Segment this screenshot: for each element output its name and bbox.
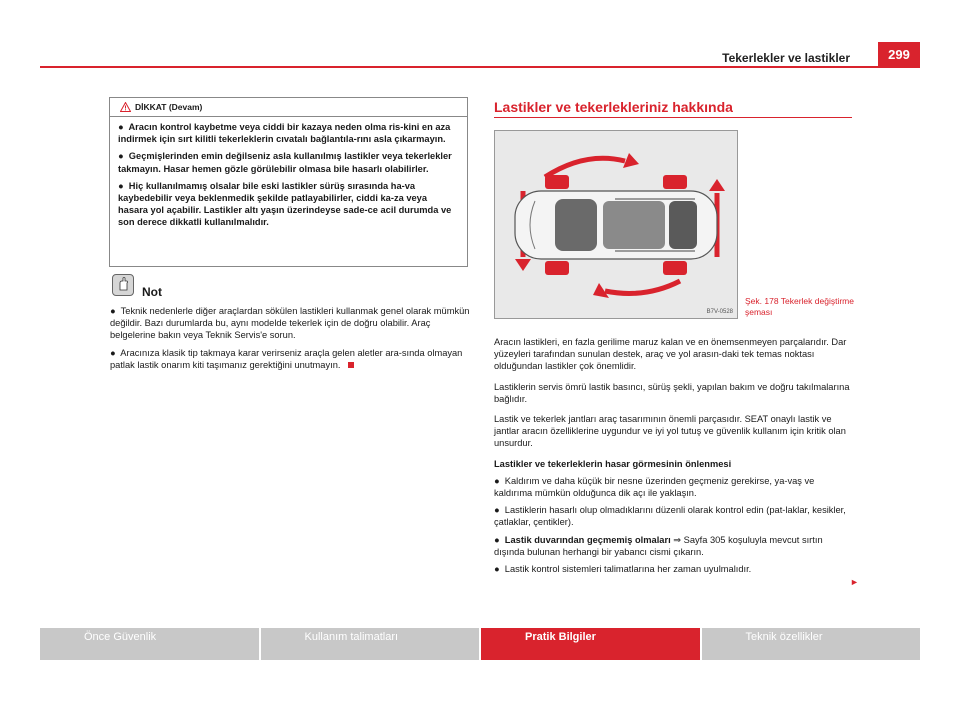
- tab-technical-specs[interactable]: Teknik özellikler: [702, 628, 921, 660]
- tab-operating-instructions[interactable]: Kullanım talimatları: [261, 628, 480, 660]
- end-of-section-marker: [348, 362, 354, 368]
- warning-bullet: ● Aracın kontrol kaybetme veya ciddi bir kazaya neden olma ris-kini en aza indirmek için sırt kilitli tekerleklerin cıvatalı bağlantıla-rını asla çıkarmayın.: [118, 122, 451, 145]
- section-rule: [494, 117, 852, 118]
- warning-title: DİKKAT (Devam): [135, 102, 203, 112]
- warning-triangle-icon: [120, 102, 131, 112]
- warning-bullet: ● Geçmişlerinden emin değilseniz asla kullanılmış lastikler veya tekerlekler takmayın. Hasar hemen gözle görülebilir olmasa bile hasarlı olabilirler.: [118, 151, 452, 174]
- section-bullet: ● Lastik kontrol sistemleri talimatlarına her zaman uyulmalıdır.: [494, 564, 752, 575]
- subheading: Lastikler ve tekerleklerin hasar görmesinin önlenmesi: [494, 458, 732, 469]
- section-body: [494, 336, 854, 580]
- note-bullet: ● Aracınıza klasik tip takmaya karar verirseniz araçla gelen aletler ara-sında olmayan patlak lastik onarım kiti taşımanız gerektiğini unutmayın.: [110, 347, 463, 370]
- note-icon: [112, 274, 134, 296]
- note-body: [110, 305, 470, 376]
- footer-nav: [40, 628, 920, 660]
- paragraph: Lastik ve tekerlek jantları araç tasarımının önemli parçasıdır. SEAT onaylı lastik ve jantlar aracın özelliklerine uygundur ve iyi yol tutuş ve güvenlik kullanım için kritik olan unsurdur.: [494, 414, 846, 449]
- note-label: Not: [142, 285, 162, 299]
- tab-safety[interactable]: Önce Güvenlik: [40, 628, 259, 660]
- figure-code: B7V-0528: [706, 309, 733, 315]
- section-bullet: ● Lastiklerin hasarlı olup olmadıklarını düzenli olarak kontrol edin (pat-laklar, kesikler, çatlaklar, çentikler).: [494, 505, 846, 528]
- note-bullet: ● Teknik nedenlerle diğer araçlardan sökülen lastikleri kullanmak genel olarak mümkün değildir. Bazı durumlarda bu, aynı modelde tekerlek için de doğru olabilir. Araç belgelerine bakın veya Teknik Servis'e sorun.: [110, 306, 470, 341]
- warning-box: [109, 97, 468, 267]
- section-title: Lastikler ve tekerlekleriniz hakkında: [494, 99, 733, 115]
- tab-practical-info[interactable]: Pratik Bilgiler: [481, 628, 700, 660]
- page-number: 299: [878, 42, 920, 68]
- paragraph: Aracın lastikleri, en fazla gerilime maruz kalan ve en önemsenmeyen parçalarıdır. Dar yüzeyleri tarafından sunulan destek, araç ve yol arasın-daki tek temas noktası olduğundan lastikler çok önemlidir.: [494, 337, 847, 372]
- warning-header: [110, 98, 467, 117]
- tire-rotation-figure: [494, 130, 738, 319]
- paragraph: Lastiklerin servis ömrü lastik basıncı, sürüş şekli, yapılan bakım ve doğru takılmalarına bağlıdır.: [494, 381, 850, 404]
- header-rule: [40, 66, 878, 68]
- page-header-title: Tekerlekler ve lastikler: [722, 51, 850, 65]
- section-bullet: ● Kaldırım ve daha küçük bir nesne üzerinden geçmeniz gerekirse, ya-vaş ve kaldırıma mümkün olduğunca dik açı ile yaklaşın.: [494, 475, 815, 499]
- figure-caption: Şek. 178 Tekerlek değiştirme şeması: [745, 296, 854, 317]
- section-bullet: ● Lastik duvarından geçmemiş olmaları ⇒ Sayfa 305 koşuluyla mevcut sırtın dışında bulunan herhangi bir yabancı cismi çıkarın.: [494, 534, 823, 557]
- warning-bullet: ● Hiç kullanılmamış olsalar bile eski lastikler sürüş sırasında ha-va kaybedebilir veya beklenmedik şekilde patlayabilirler, ciddi ka-za veya hasara yol açabilir. Lastikler altı yaşın üzerindeyse sade-ce acil durumda ve son derece dikkatli kullanılmalıdır.: [118, 180, 452, 228]
- continue-arrow-icon: ►: [850, 577, 859, 587]
